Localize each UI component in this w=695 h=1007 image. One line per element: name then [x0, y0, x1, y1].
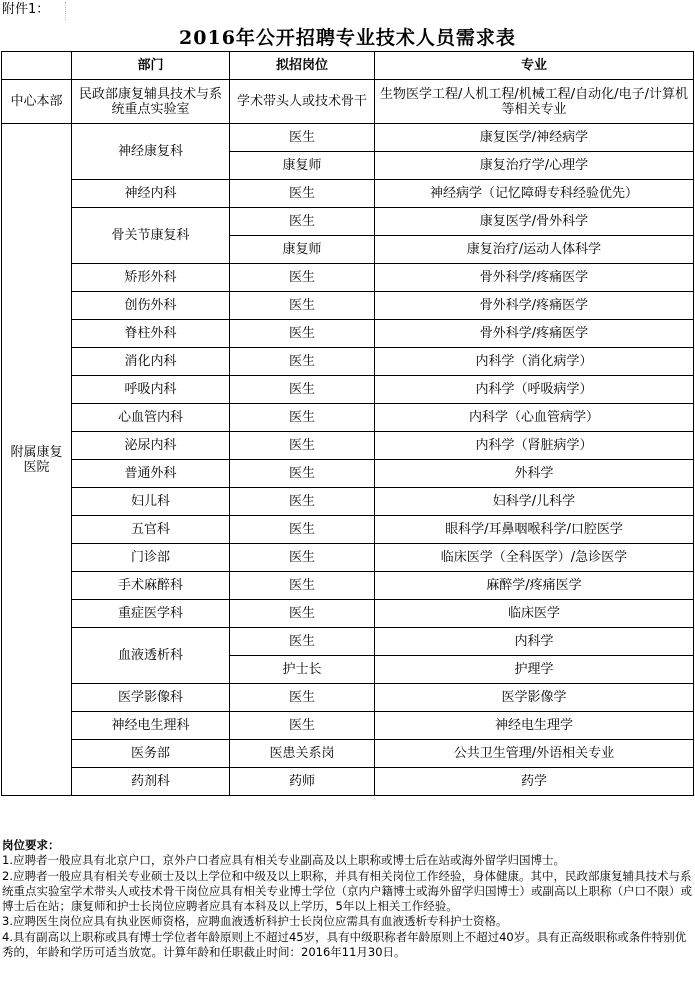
- unit-center: 中心本部: [2, 80, 72, 124]
- table-row: [2, 544, 694, 572]
- position-cell: 医生: [230, 572, 375, 600]
- major-cell: 护理学: [375, 656, 694, 684]
- department-cell: 神经康复科: [72, 124, 230, 180]
- header-position: 拟招岗位: [230, 52, 375, 80]
- table-row: [2, 264, 694, 292]
- position-cell: 医生: [230, 180, 375, 208]
- major-cell: 临床医学（全科医学）/急诊医学: [375, 544, 694, 572]
- major-cell: 神经电生理学: [375, 712, 694, 740]
- table-row: [2, 572, 694, 600]
- table-row: [2, 80, 694, 124]
- table-row: [2, 376, 694, 404]
- department-cell: 药剂科: [72, 768, 230, 796]
- table-row: [2, 768, 694, 796]
- position-cell: 医生: [230, 292, 375, 320]
- position-cell: 医生: [230, 376, 375, 404]
- position-cell: 医生: [230, 712, 375, 740]
- major-cell: 骨外科学/疼痛医学: [375, 264, 694, 292]
- major-cell: 神经病学（记忆障碍专科经验优先）: [375, 180, 694, 208]
- major-cell: 内科学（肾脏病学）: [375, 432, 694, 460]
- position-cell: 康复师: [230, 152, 375, 180]
- table-row: [2, 712, 694, 740]
- note-item: 2.应聘者一般应具有相关专业硕士及以上学位和中级及以上职称，并具有相关岗位工作经验，身体健康。其中，民政部康复辅具技术与系统重点实验室学术带头人或技术骨干岗位应具有相关专业博士学位（京内户籍博士或海外留学归国博士）或副高以上职称（户口不限）或博士后在站；康复师和护士长岗位应聘者应具有本科及以上学历，5年以上相关工作经验。: [2, 868, 692, 914]
- department-cell: 矫形外科: [72, 264, 230, 292]
- table-row: [2, 600, 694, 628]
- table-row: [2, 292, 694, 320]
- note-item: 3.应聘医生岗位应具有执业医师资格，应聘血液透析科护士长岗位应需具有血液透析专科护士资格。: [2, 914, 508, 929]
- major-cell: 妇科学/儿科学: [375, 488, 694, 516]
- table-row: [2, 432, 694, 460]
- department-cell: 手术麻醉科: [72, 572, 230, 600]
- page-title: 2016年公开招聘专业技术人员需求表: [179, 27, 516, 49]
- position-cell: 医生: [230, 460, 375, 488]
- table-row: [2, 320, 694, 348]
- department-cell: 骨关节康复科: [72, 208, 230, 264]
- major-cell: 骨外科学/疼痛医学: [375, 292, 694, 320]
- major-cell: 内科学（心血管病学）: [375, 404, 694, 432]
- position-cell: 医生: [230, 488, 375, 516]
- major-cell: 康复医学/骨外科学: [375, 208, 694, 236]
- major-cell: 药学: [375, 768, 694, 796]
- note-item: 1.应聘者一般应具有北京户口，京外户口者应具有相关专业副高及以上职称或博士后在站或海外留学归国博士。: [2, 853, 565, 868]
- position-cell: 医生: [230, 432, 375, 460]
- table-row: [2, 516, 694, 544]
- major-cell: 外科学: [375, 460, 694, 488]
- header-major: 专业: [375, 52, 694, 80]
- department-cell: 消化内科: [72, 348, 230, 376]
- major-cell: 生物医学工程/人机工程/机械工程/自动化/电子/计算机等相关专业: [375, 80, 694, 124]
- header-unit: [2, 52, 72, 80]
- position-cell: 医生: [230, 124, 375, 152]
- position-cell: 医生: [230, 684, 375, 712]
- position-cell: 医生: [230, 600, 375, 628]
- major-cell: 骨外科学/疼痛医学: [375, 320, 694, 348]
- department-cell: 心血管内科: [72, 404, 230, 432]
- department-cell: 呼吸内科: [72, 376, 230, 404]
- major-cell: 医学影像学: [375, 684, 694, 712]
- department-cell: 创伤外科: [72, 292, 230, 320]
- position-cell: 医患关系岗: [230, 740, 375, 768]
- department-cell: 民政部康复辅具技术与系统重点实验室: [72, 80, 230, 124]
- department-cell: 门诊部: [72, 544, 230, 572]
- attachment-label: 附件1：: [2, 2, 66, 20]
- department-cell: 五官科: [72, 516, 230, 544]
- department-cell: 神经电生理科: [72, 712, 230, 740]
- department-cell: 普通外科: [72, 460, 230, 488]
- table-row: [2, 404, 694, 432]
- major-cell: 内科学: [375, 628, 694, 656]
- position-cell: 医生: [230, 348, 375, 376]
- table-row: [2, 628, 694, 656]
- position-cell: 医生: [230, 208, 375, 236]
- position-cell: 护士长: [230, 656, 375, 684]
- major-cell: 康复治疗学/心理学: [375, 152, 694, 180]
- department-cell: 神经内科: [72, 180, 230, 208]
- position-cell: 医生: [230, 320, 375, 348]
- position-cell: 学术带头人或技术骨干: [230, 80, 375, 124]
- table-row: [2, 208, 694, 236]
- unit-hospital: 附属康复医院: [2, 124, 72, 796]
- department-cell: 泌尿内科: [72, 432, 230, 460]
- major-cell: 麻醉学/疼痛医学: [375, 572, 694, 600]
- header-department: 部门: [72, 52, 230, 80]
- table-row: [2, 124, 694, 152]
- major-cell: 康复治疗/运动人体科学: [375, 236, 694, 264]
- note-item: 4.具有副高以上职称或具有博士学位者年龄原则上不超过45岁，具有中级职称者年龄原则上不超过40岁。具有正高级职称或条件特别优秀的，年龄和学历可适当放宽。计算年龄和任职截止时间：2016年11月30日。: [2, 929, 687, 960]
- table-row: [2, 488, 694, 516]
- major-cell: 康复医学/神经病学: [375, 124, 694, 152]
- position-cell: 医生: [230, 264, 375, 292]
- notes-title: 岗位要求：: [2, 838, 60, 852]
- major-cell: 内科学（消化病学）: [375, 348, 694, 376]
- requirements-notes: [2, 838, 692, 960]
- department-cell: 妇儿科: [72, 488, 230, 516]
- requirements-table: [1, 51, 694, 796]
- department-cell: 脊柱外科: [72, 320, 230, 348]
- position-cell: 康复师: [230, 236, 375, 264]
- position-cell: 药师: [230, 768, 375, 796]
- table-row: [2, 348, 694, 376]
- position-cell: 医生: [230, 516, 375, 544]
- major-cell: 临床医学: [375, 600, 694, 628]
- table-row: [2, 740, 694, 768]
- table-row: [2, 180, 694, 208]
- department-cell: 血液透析科: [72, 628, 230, 684]
- position-cell: 医生: [230, 628, 375, 656]
- position-cell: 医生: [230, 404, 375, 432]
- table-row: [2, 684, 694, 712]
- department-cell: 医务部: [72, 740, 230, 768]
- department-cell: 医学影像科: [72, 684, 230, 712]
- table-header-row: [2, 52, 694, 80]
- major-cell: 公共卫生管理/外语相关专业: [375, 740, 694, 768]
- department-cell: 重症医学科: [72, 600, 230, 628]
- position-cell: 医生: [230, 544, 375, 572]
- major-cell: 眼科学/耳鼻咽喉科学/口腔医学: [375, 516, 694, 544]
- major-cell: 内科学（呼吸病学）: [375, 376, 694, 404]
- table-row: [2, 460, 694, 488]
